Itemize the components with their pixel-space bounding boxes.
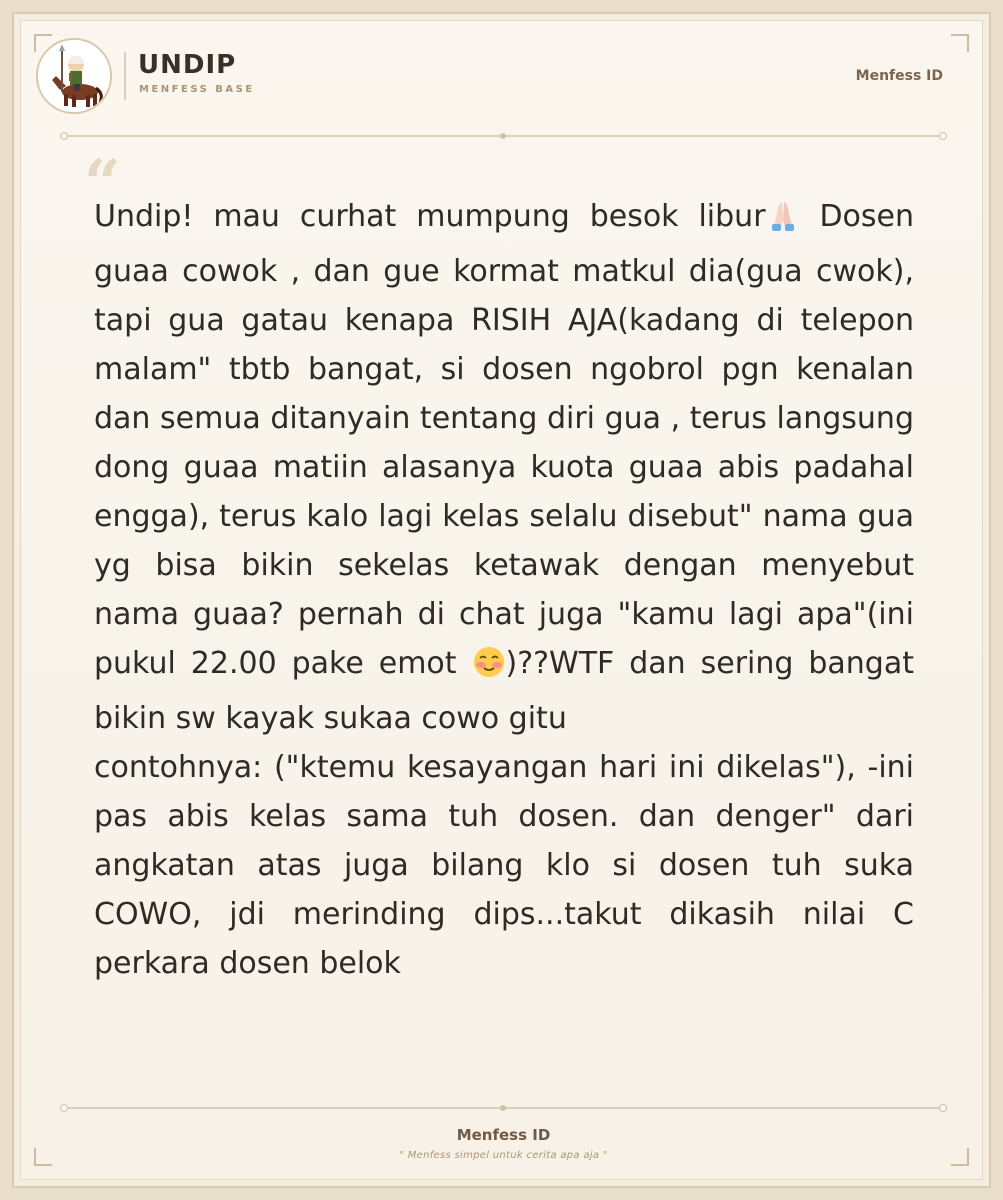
post-body xyxy=(94,192,914,988)
brand-title: UNDIP xyxy=(138,50,237,80)
brand-divider xyxy=(124,52,126,100)
praying-hands-icon xyxy=(766,198,800,247)
avatar xyxy=(36,38,112,114)
post-text: Dosen guaa cowok , dan gue kormat matkul dia(gua cwok), tapi gua gatau kenapa RISIH AJA(kadang di telepon malam" tbtb bangat, si dosen ngobrol pgn kenalan dan semua ditanyain tentang diri gua , terus langsung dong guaa matiin alasanya kuota guaa abis padahal engga), terus kalo lagi kelas selalu disebut" nama gua yg bisa bikin sekelas ketawak dengan menyebut nama guaa? pernah di chat juga "kamu lagi apa"(ini pukul 22.00 pake emot xyxy=(94,199,914,681)
post-text: Undip! mau curhat mumpung besok libur xyxy=(94,199,766,234)
corner-ornament xyxy=(951,34,969,52)
menfess-card xyxy=(12,12,991,1188)
post-paragraph: contohnya: ("ktemu kesayangan hari ini dikelas"), -ini pas abis kelas sama tuh dosen. dan denger" dari angkatan atas juga bilang klo si dosen tuh suka COWO, jdi merinding dips...takut dikasih nilai C perkara dosen belok xyxy=(94,750,914,981)
bottom-divider xyxy=(64,1107,943,1109)
knight-on-horse-icon xyxy=(38,40,112,114)
post-text: )??WTF dan sering bangat bikin sw kayak sukaa cowo gitu xyxy=(94,646,914,736)
post-paragraph xyxy=(94,192,914,743)
smiling-blush-icon xyxy=(472,645,506,694)
footer-tagline: " Menfess simpel untuk cerita apa aja " xyxy=(399,1150,608,1161)
quote-mark-icon: “ xyxy=(84,146,121,221)
top-divider xyxy=(64,135,943,137)
footer-title: Menfess ID xyxy=(456,1126,551,1144)
brand-subtitle: MENFESS BASE xyxy=(139,84,255,95)
header-right-label: Menfess ID xyxy=(855,68,943,84)
